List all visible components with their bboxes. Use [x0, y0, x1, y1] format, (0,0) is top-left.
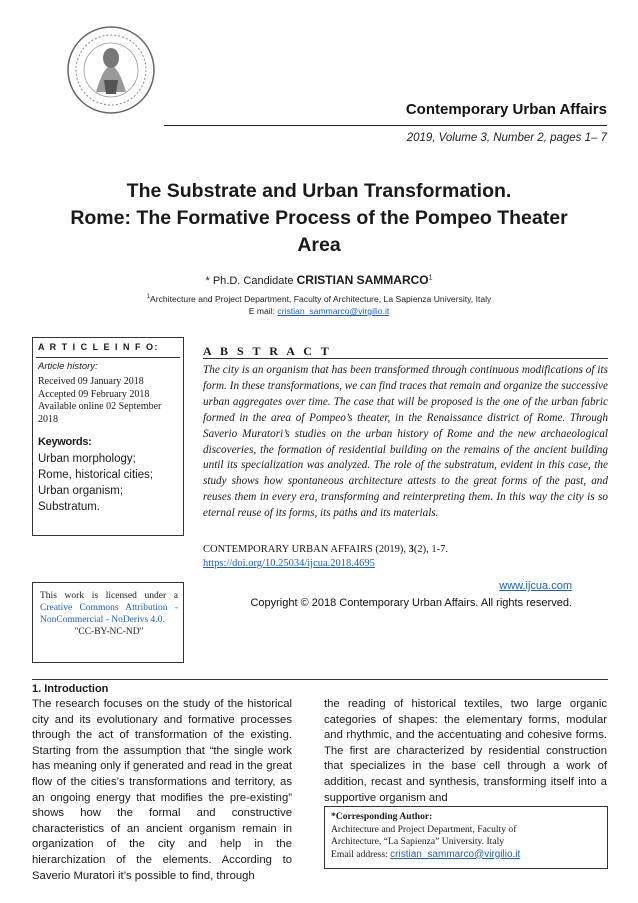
license-text: This work is licensed under a Creative Commons Attribution - NonCommercial - NoDerivs 4.0. "CC-BY-NC-ND": [40, 591, 178, 637]
title-line-3: Area: [297, 234, 341, 256]
author-prefix: * Ph.D. Candidate: [205, 275, 294, 287]
license-link[interactable]: Creative Commons Attribution - NonCommercial - NoDerivs 4.0.: [40, 603, 178, 625]
license-code: "CC-BY-NC-ND": [74, 627, 144, 637]
corresponding-heading: *Corresponding Author:: [331, 811, 433, 822]
corresponding-line-1: Architecture and Project Department, Faculty of: [331, 823, 517, 835]
keyword: Substratum.: [38, 501, 100, 513]
corresponding-email-link[interactable]: cristian_sammarco@virgilio.it: [390, 848, 521, 860]
article-info-heading: A R T I C L E I N F O:: [38, 342, 160, 352]
author-sup: 1: [428, 274, 433, 282]
journal-website-link[interactable]: www.ijcua.com: [499, 580, 572, 592]
header-rule: [164, 125, 607, 126]
citation-line: CONTEMPORARY URBAN AFFAIRS (2019), 3(2), 1-7.: [203, 544, 449, 555]
affiliation: $^1$Architecture and Project Department, Faculty of Architecture, La Sapienza University, Italy: [146, 294, 492, 304]
author-email-link[interactable]: cristian_sammarco@virgilio.it: [277, 306, 390, 316]
introduction-right-column: the reading of historical textiles, two large organic categories of shapes: the elementary forms, modular and rhythmic, and the accentuating and cohesive forms. The first are characterized by residential construction that specializes in the base cell through a work of addition, recast and synthesis, transforming itself into a supportive organism and: [324, 698, 607, 804]
author-email-line: [0, 306, 638, 316]
corresponding-line-2: Architecture, “La Sapienza” University. Italy: [331, 836, 505, 847]
abstract-heading: A B S T R A C T: [203, 344, 332, 358]
title-line-1: The Substrate and Urban Transformation.: [126, 180, 512, 202]
article-history: [38, 376, 180, 426]
article-title: [30, 178, 608, 259]
title-line-2: Rome: The Formative Process of the Pompeo Theater: [70, 207, 568, 229]
abstract-text: The city is an organism that has been transformed through continuous modifications of its form. In these transformations, we can find traces that remain and organize the successive urban aggregates over time. The case that will be proposed is the one of the urban fabric formed in the area of Pompeo’s theater, in the Renaissance district of Rome. Through Saverio Muratori’s studies on the urban history of Rome and the new archaeological discoveries, the formation of residential building on the remains of the ancient building until its specialization was analyzed. The role of the substratum, evident in this case, the study shows how spontaneous architecture attests to the great forms of the past, and reuses them in every era, transforming and reinterpreting them. In this way the city is so eternal reuse of its forms, its paths and its materials.: [203, 364, 608, 520]
email-label: E mail:: [248, 306, 275, 316]
section-divider: [32, 679, 608, 680]
journal-issue: 2019, Volume 3, Number 2, pages 1– 7: [406, 132, 607, 144]
keyword: Urban morphology;: [38, 453, 136, 465]
abstract-rule: [203, 358, 608, 359]
article-info-rule: [36, 357, 180, 358]
keyword: Rome, historical cities;: [38, 469, 154, 481]
journal-name: Contemporary Urban Affairs: [405, 101, 607, 118]
history-accepted: Accepted 09 February 2018: [38, 388, 150, 400]
author-line: [0, 273, 638, 287]
history-online: Available online 02 September 2018: [38, 401, 162, 425]
university-seal-icon: [66, 20, 156, 120]
keyword: Urban organism;: [38, 485, 124, 497]
corresponding-email-label: Email address:: [331, 848, 388, 860]
doi-link[interactable]: https://doi.org/10.25034/ijcua.2018.4695: [203, 558, 375, 569]
article-history-heading: Article history:: [38, 361, 98, 372]
introduction-left-column: The research focuses on the study of the historical city and its evolutionary and formative processes through the act of transformation of the existing. Starting from the assumption that “the single work has meaning only if generated and read in the great flow of the cities’s transformations and territory, as an ongoing energy that modifies the pre-existing” shows how the formal and constructive characteristics of an ancient organism remain in organization of the city and help in the hierarchization of the elements. According to Saverio Muratori it’s possible to find, through: [32, 698, 292, 882]
history-received: Received 09 January 2018: [38, 376, 144, 387]
author-name: CRISTIAN SAMMARCO: [296, 273, 429, 287]
keywords-heading: Keywords:: [38, 436, 92, 448]
copyright-notice: Copyright © 2018 Contemporary Urban Affairs. All rights reserved.: [250, 597, 572, 609]
keywords-list: [38, 451, 180, 515]
corresponding-author: [331, 811, 603, 861]
citation: [203, 543, 608, 571]
affiliation-sup: 1: [146, 294, 150, 301]
citation-volume: 3: [408, 544, 414, 555]
introduction-heading: 1. Introduction: [32, 683, 109, 695]
